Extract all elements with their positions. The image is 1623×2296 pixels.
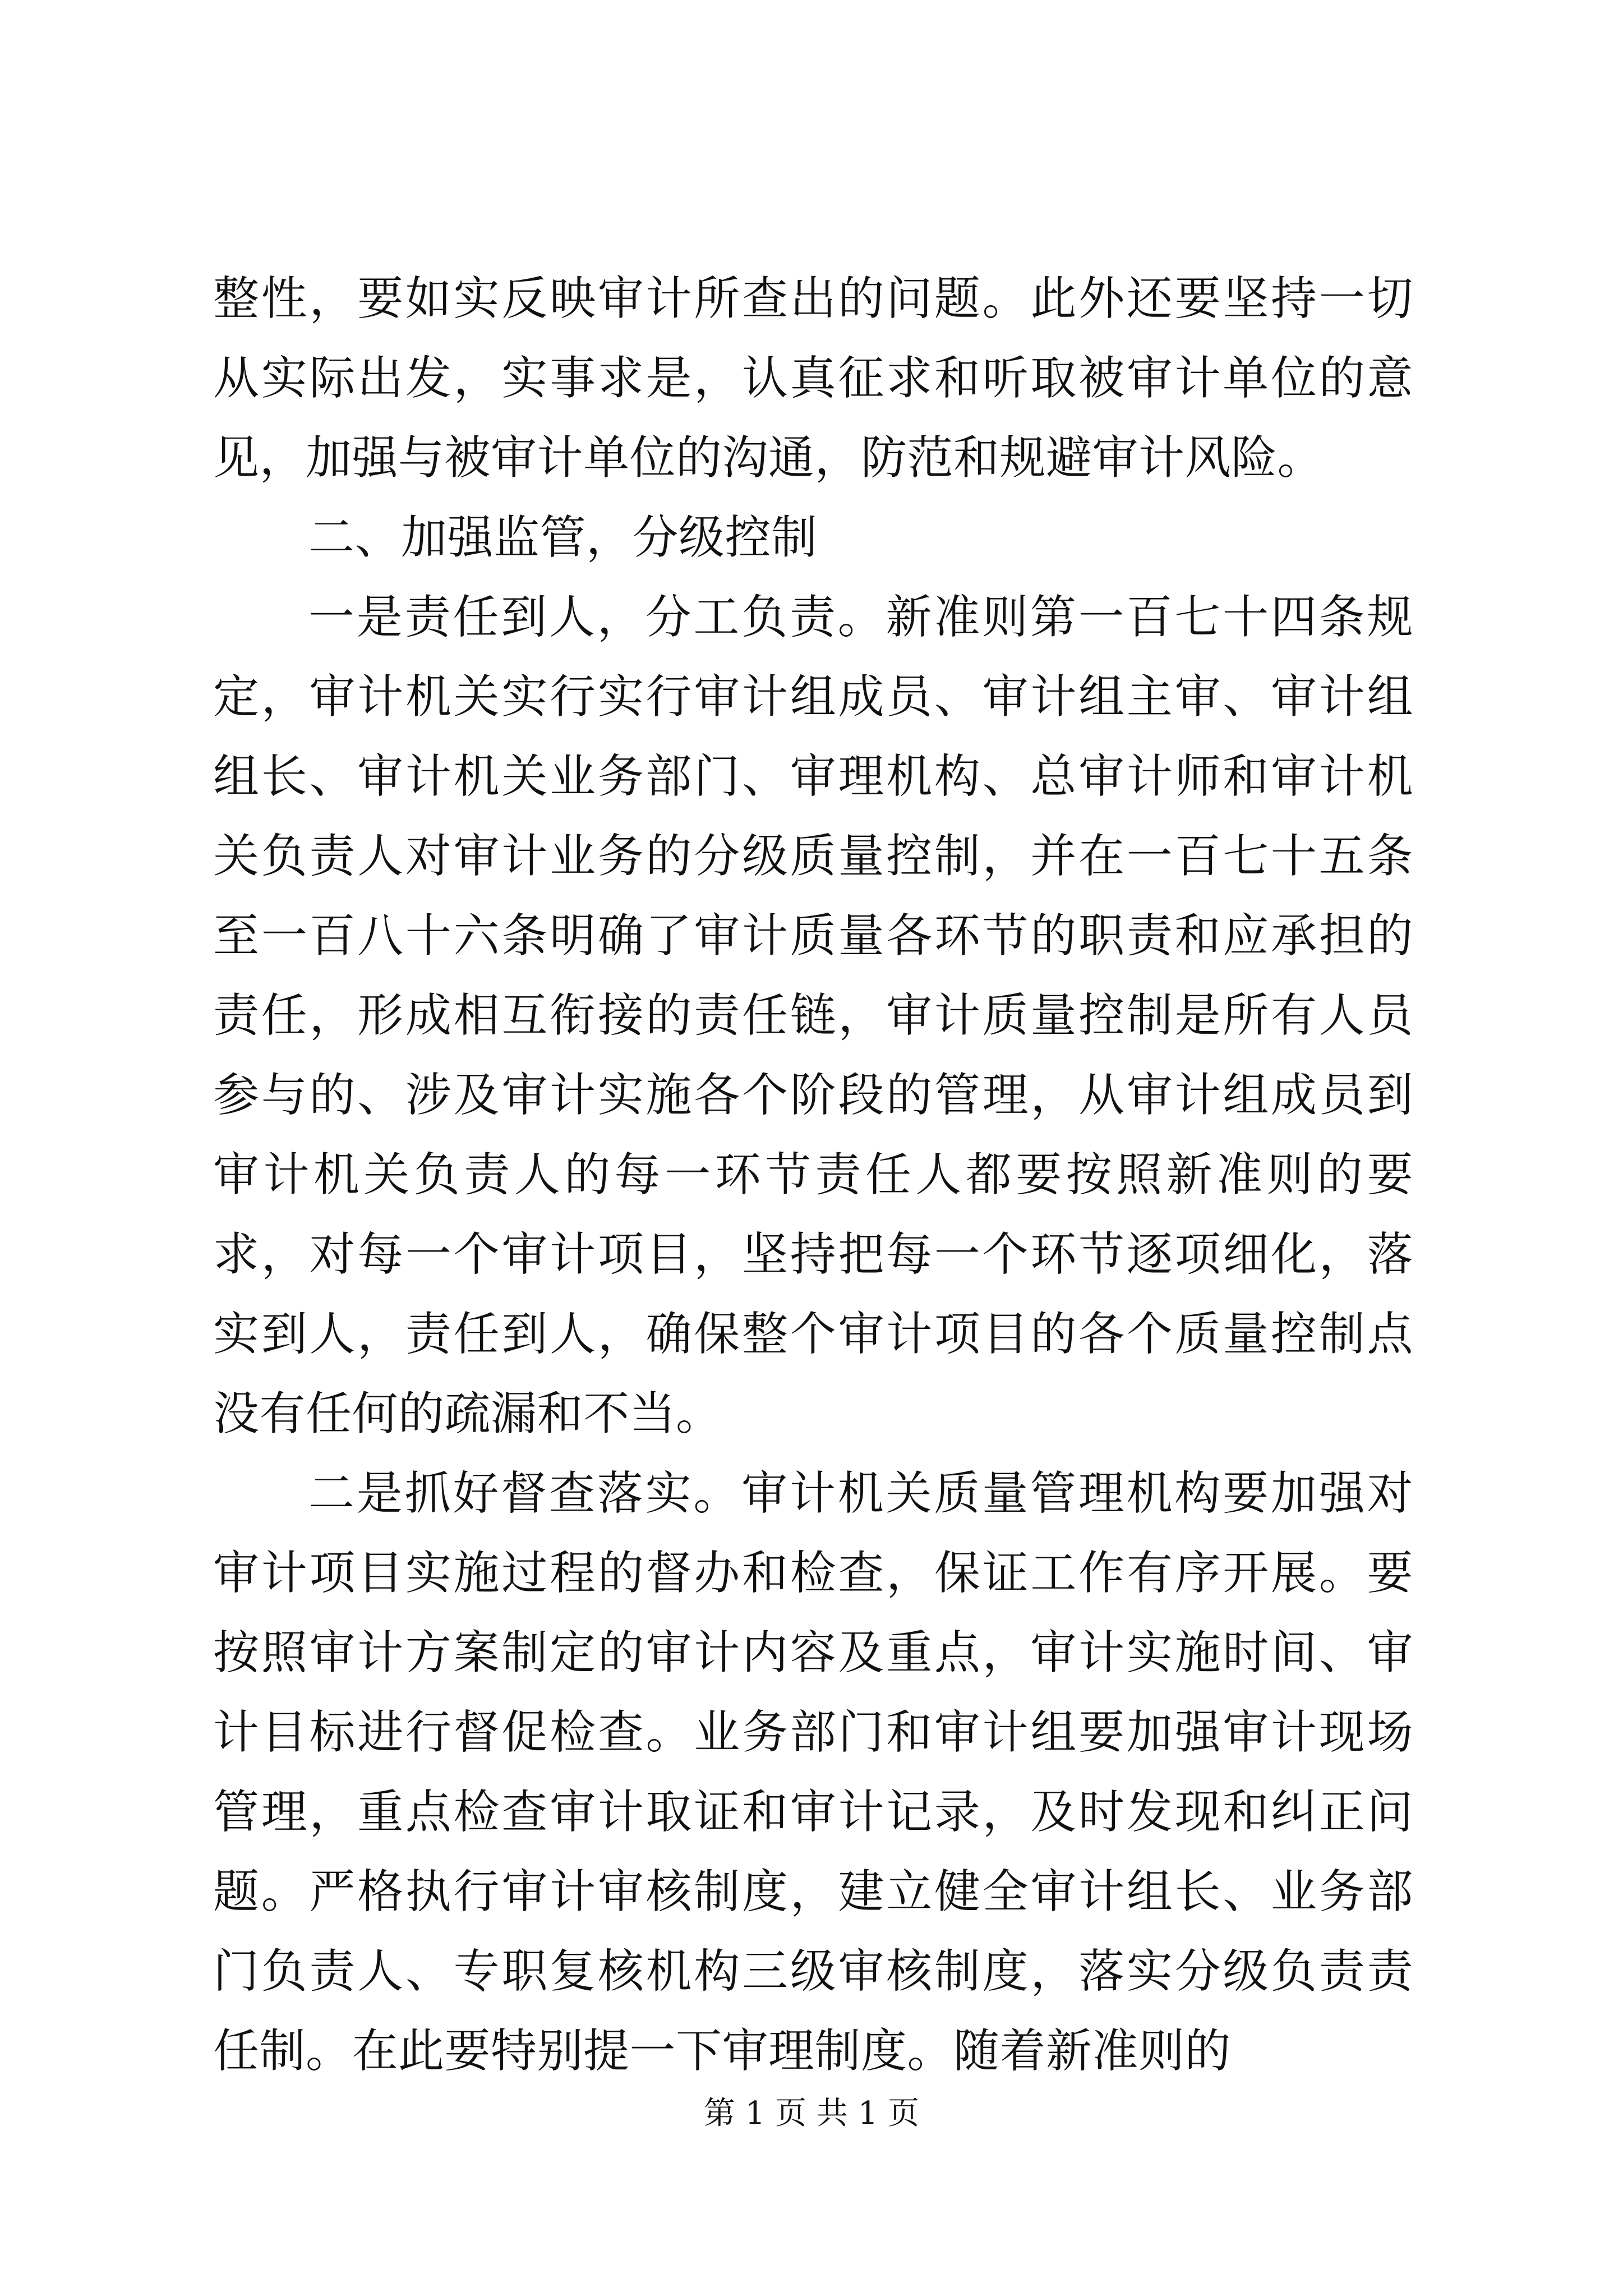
paragraph-supervision: 二是抓好督查落实。审计机关质量管理机构要加强对审计项目实施过程的督办和检查，保证工作有序开展。要按照审计方案制定的审计内容及重点，审计实施时间、审计目标进行督促检查。业务部门和审计组要加强审计现场管理，重点检查审计取证和审计记录，及时发现和纠正问题。严格执行审计审核制度，建立健全审计组长、业务部门负责人、专职复核机构三级审核制度，落实分级负责责任制。在此要特别提一下审理制度。随着新准则的 xyxy=(213,1467,1413,2078)
document-body xyxy=(213,259,1413,2091)
page-footer: 第 1 页 共 1 页 xyxy=(703,2095,920,2132)
paragraph-responsibility: 一是责任到人，分工负责。新准则第一百七十四条规定，审计机关实行实行审计组成员、审计组主审、审计组组长、审计机关业务部门、审理机构、总审计师和审计机关负责人对审计业务的分级质量控制，并在一百七十五条至一百八十六条明确了审计质量各环节的职责和应承担的责任，形成相互衔接的责任链，审计质量控制是所有人员参与的、涉及审计实施各个阶段的管理，从审计组成员到审计机关负责人的每一环节责任人都要按照新准则的要求，对每一个审计项目，坚持把每一个环节逐项细化，落实到人，责任到人，确保整个审计项目的各个质量控制点没有任何的疏漏和不当。 xyxy=(213,591,1413,1441)
section-heading: 二、加强监管，分级控制 xyxy=(308,511,818,564)
paragraph-continued: 整性，要如实反映审计所查出的问题。此外还要坚持一切从实际出发，实事求是，认真征求和听取被审计单位的意见，加强与被审计单位的沟通，防范和规避审计风险。 xyxy=(213,272,1413,485)
